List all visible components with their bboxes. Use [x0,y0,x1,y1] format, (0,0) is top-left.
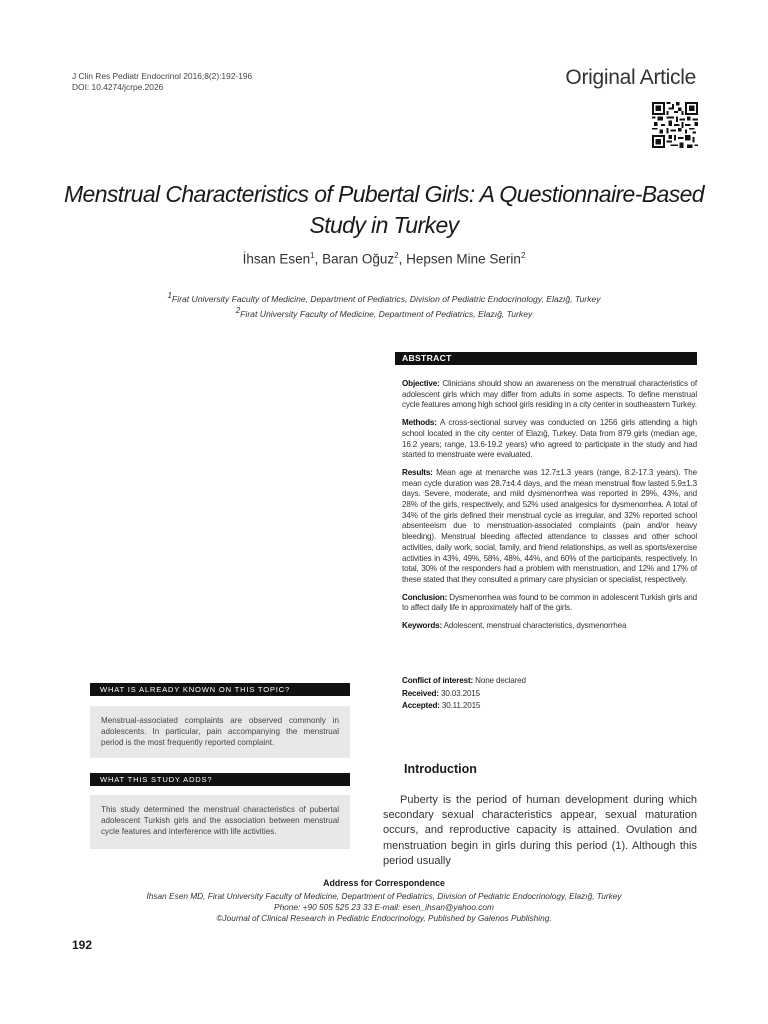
section-text: Mean age at menarche was 12.7±1.3 years (range, 8.2-17.3 years). The mean cycle duration was 28.7±4.4 days, and the mean menstrual flow lasted 5.9±1.3 days. Severe, moderate, and mild dysmenorrhea was reported in 29%, 43%, and 28% of the girls, respectively, and 52% used analgesics for dysmenorrhea. A total of 34% of the girls defined their menstrual cycle as irregular, and 32% reported school absenteeism due to menstruation-associated complaints (pain and/or heavy bleeding). Menstrual bleeding affected attendance to classes and other school activities, daily work, social, family, and friend relationships, as well as sports/exercise activities in 43%, 49%, 58%, 48%, 44%, and 60% of the participants, respectively. In total, 30% of the responders had a problem with menstruation, and 12% and 17% of these stated that they consulted a primary care physician or specialist, respectively. [402,467,697,584]
section-label: Objective: [402,379,440,388]
abstract-heading: ABSTRACT [395,352,697,365]
abstract-results [402,468,697,586]
author-name: İhsan Esen [242,251,311,267]
author-name: Hepsen Mine Serin [406,251,521,267]
affiliation-text: Firat University Faculty of Medicine, Department of Pediatrics, Elazığ, Turkey [240,308,533,319]
qr-code-icon [652,102,698,148]
abstract-conclusion [402,593,697,614]
section-label: Results: [402,467,433,477]
title-line-1: Menstrual Characteristics of Pubertal Girls: A Questionnaire-Based [63,181,705,207]
affiliation-mark: 2 [235,306,241,315]
introduction-text: Puberty is the period of human development during which secondary sexual characteristics appear, sexual maturation occurs, and reproductive capacity is attained. Ovulation and menstruation begin in girls during this period (1). Although this period usually [383,794,697,867]
abstract-body [402,379,697,639]
meta-label: Received: [402,688,439,698]
known-topic-heading: WHAT IS ALREADY KNOWN ON THIS TOPIC? [90,683,350,696]
meta-label: Conflict of interest: [402,676,474,685]
journal-meta [72,71,252,93]
title-line-2: Study in Turkey [309,212,459,238]
meta-value: None declared [473,676,526,685]
meta-label: Accepted: [402,701,440,710]
author-separator: , [398,251,407,267]
author-separator: , [314,251,323,267]
section-label: Methods: [402,418,437,428]
section-text: Adolescent, menstrual characteristics, dysmenorrhea [442,621,627,631]
abstract-keywords [402,621,697,632]
affiliation-text: Firat University Faculty of Medicine, Department of Pediatrics, Division of Pediatric Endocrinology, Elazığ, Turkey [171,293,601,304]
study-adds-heading: WHAT THIS STUDY ADDS? [90,773,350,786]
affiliation [0,306,768,319]
affiliation [0,291,768,304]
affiliation-mark: 1 [167,291,172,300]
correspondence-contact: Phone: +90 505 525 23 33 E-mail: esen_ihsan@yahoo.com [274,902,494,912]
journal-citation: J Clin Res Pediatr Endocrinol 2016;8(2):192-196 [72,71,253,81]
abstract-objective [402,379,697,411]
copyright-notice: ©Journal of Clinical Research in Pediatric Endocrinology, Published by Galenos Publishing. [216,913,552,923]
article-meta [402,675,697,713]
known-topic-box: Menstrual-associated complaints are observed commonly in adolescents. In particular, pain accompanying the menstrual period is the most frequently reported complaint. [90,706,350,758]
page-number: 192 [72,938,93,952]
correspondence-heading: Address for Correspondence [323,878,445,888]
section-label: Conclusion: [402,592,448,602]
meta-value: 30.03.2015 [438,688,480,698]
author-affiliation-mark: 1 [310,251,315,260]
study-adds-box: This study determined the menstrual characteristics of pubertal adolescent Turkish girls and the association between menstrual cycle features and interference with life activities. [90,795,350,849]
article-title [60,179,708,241]
section-text: A cross-sectional survey was conducted on 1256 girls attending a high school located in the city center of Elazığ, Turkey. Data from 879 girls (median age, 16.2 years; range, 13.6-19.2 years) who agreed to participate in the study and had started to menstruate were evaluated. [402,418,697,460]
article-type: Original Article [565,66,696,89]
journal-doi: DOI: 10.4274/jcrpe.2026 [72,82,164,92]
section-text: Dysmenorrhea was found to be common in adolescent Turkish girls and to affect daily life in approximately half of the girls. [402,592,697,613]
received-date [402,688,697,701]
author-affiliation-mark: 2 [394,251,399,260]
section-label: Keywords: [402,621,443,631]
author-affiliation-mark: 2 [520,251,526,260]
accepted-date [402,700,697,713]
introduction-heading: Introduction [404,762,477,776]
author-name: Baran Oğuz [322,251,395,267]
section-text: Clinicians should show an awareness on the menstrual characteristics of adolescent girls which may differ from adults in some aspects. To define menstrual cycle features among high school girls residing in a city center in southeastern Turkey. [402,379,697,410]
abstract-methods [402,418,697,461]
meta-value: 30.11.2015 [439,701,481,710]
correspondence-author: İhsan Esen MD, Firat University Faculty of Medicine, Department of Pediatrics, Division of Pediatric Endocrinology, Elazığ, Turkey [146,891,622,901]
author-list [0,251,768,267]
conflict-of-interest [402,675,697,688]
